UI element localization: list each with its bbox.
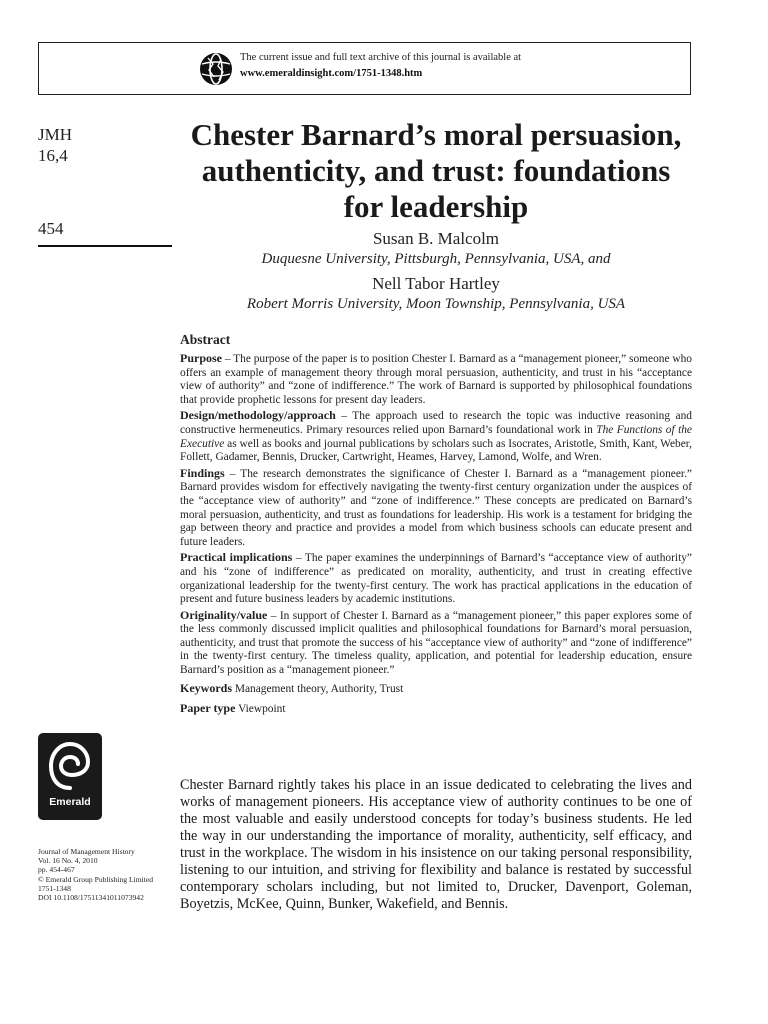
emerald-logo [38,733,102,820]
globe-icon [199,52,233,86]
abstract-purpose [180,352,692,407]
design-book-title: The Functions of the Executive [180,423,692,450]
emerald-logo-text: Emerald [49,796,91,808]
findings-label: Findings [180,465,225,480]
article-title: Chester Barnard’s moral persuasion, authenticity, and trust: foundations for leadership [190,117,682,224]
abstract-paper-type [180,702,692,717]
abstract-keywords [180,682,692,697]
keywords-label: Keywords [180,680,232,695]
banner-url-link[interactable]: www.emeraldinsight.com/1751-1348.htm [240,68,423,79]
originality-text: – In support of Chester I. Barnard as a “management pioneer,” this paper explores some of the less commonly discussed implicit qualities and philosophical foundations for Barnard’s moral persuasion, authenticity, and trust that promote the success of his “acceptance view of authority” and “zone of indifference” in the twenty-first century. The timeless quality, application, and potential for leadership education, ensure Barnard’s position as a “management pioneer.” [180,609,692,677]
practical-text: – The paper examines the underpinnings of Barnard’s “acceptance view of authority” and his “zone of indifference” as predicated on morality, authenticity, and trust in creating effective organizational leadership for the twenty-first century. The work has practical applications in the education of present and future business leaders by academic institutions. [180,552,692,606]
paper-type-text: Viewpoint [235,703,286,716]
findings-text: – The research demonstrates the significance of Chester I. Barnard as a “management pioneer.” Barnard provides wisdom for effectively navigating the twenty-first century organization under the auspices of the “acceptance view of authority” and “zone of indifference.” These concepts are predicated on Barnard’s moral persuasion, authenticity, and trust as foundations for leadership. His work is a testament for bridging the gap between theory and practice and provides a model from which business schools can educate present and future leaders. [180,467,692,548]
abstract-heading: Abstract [180,332,231,347]
citation-doi: DOI 10.1108/17511341011073942 [38,893,144,903]
abstract-section [180,332,692,719]
body-paragraph-1: Chester Barnard rightly takes his place in an issue dedicated to celebrating the lives and works of management pioneers. His acceptance view of authority continues to be one of the most valuable and easily understood concepts for today’s business students. He led the way in our understanding the importance of morality, authenticity, self efficacy, and trust in the workplace. The wisdom in his insistence on our taking personal responsibility, listening to our intuition, and striving for flexibility and balance is restated by successful contemporary scholars including, but not limited to, Drucker, Davenport, Goleman, Boyetzis, McKee, Quinn, Bunker, Wakefield, and Bennis. [180,777,692,912]
page-number: 454 [38,219,64,238]
banner-availability-text: The current issue and full text archive of this journal is available at [240,52,522,63]
purpose-label: Purpose [180,351,222,365]
citation-block [38,847,183,902]
keywords-text: Management theory, Authority, Trust [232,682,404,695]
abstract-practical [180,551,692,606]
design-label: Design/methodology/approach [180,408,336,423]
abstract-design [180,409,692,464]
emerald-logo-icon [48,740,92,792]
originality-label: Originality/value [180,607,268,622]
journal-archive-banner [38,42,691,95]
volume-issue: 16,4 [38,146,68,165]
paper-type-label: Paper type [180,701,236,716]
author-affiliation-1: Duquesne University, Pittsburgh, Pennsylvania, USA, and [261,251,611,267]
purpose-text: – The purpose of the paper is to position Chester I. Barnard as a “management pioneer,” someone who offers an example of management theory through moral persuasion, authenticity, and trust in his “acceptance view of authority” and “zone of indifference.” The work of Barnard is supported by philosophical foundations that provide prophetic lessons for present day leaders. [180,353,693,406]
practical-label: Practical implications [180,550,293,565]
citation-volume: Vol. 16 No. 4, 2010 [38,856,98,866]
citation-issn: 1751-1348 [38,883,71,893]
author-name-2: Nell Tabor Hartley [372,274,500,293]
design-text-2: as well as books and journal publications by scholars such as Isocrates, Aristotle, Smith, Kant, Weber, Follett, Gadamer, Bennis, Drucker, Cartwright, Heames, Harvey, Lamond, Wolfe, and Wren. [180,437,692,464]
author-affiliation-2: Robert Morris University, Moon Township, Pennsylvania, USA [246,296,626,312]
author-name-1: Susan B. Malcolm [372,229,500,248]
journal-abbrev: JMH [38,125,73,144]
journal-volume-label [38,124,72,166]
abstract-originality [180,609,692,678]
page-number-rule [38,245,172,247]
abstract-findings [180,467,692,550]
citation-journal: Journal of Management History [38,847,135,856]
citation-pages: pp. 454-467 [38,865,75,875]
citation-copyright: © Emerald Group Publishing Limited [38,874,154,884]
design-text-1: – The approach used to research the topic was inductive reasoning and constructive hermeneutics. Primary resources relied upon Barnard’s foundational work in [180,410,692,436]
